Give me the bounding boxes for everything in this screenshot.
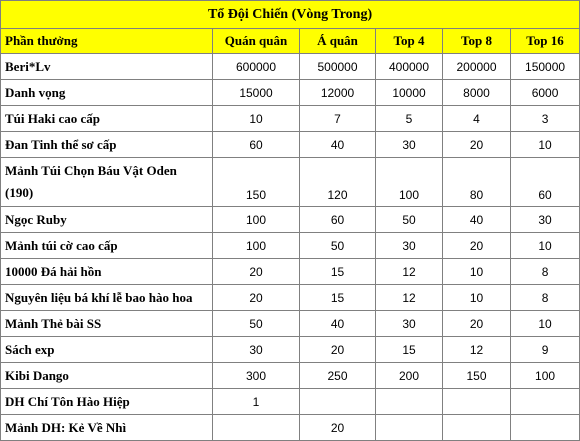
reward-value: 3: [511, 106, 580, 132]
header-runner-up: Á quân: [300, 29, 376, 54]
reward-value: 20: [300, 337, 376, 363]
reward-value: 40: [300, 311, 376, 337]
reward-name: Nguyên liệu bá khí lễ bao hào hoa: [1, 285, 213, 311]
reward-value: 10000: [376, 80, 443, 106]
table-row: [1, 389, 580, 415]
table-row: [1, 158, 580, 207]
reward-value: 60: [511, 158, 580, 207]
table-row: [1, 54, 580, 80]
reward-value: 60: [300, 207, 376, 233]
reward-value: 12: [376, 285, 443, 311]
reward-value: 8: [511, 285, 580, 311]
reward-value: 40: [300, 132, 376, 158]
reward-value: [213, 415, 300, 441]
table-row: [1, 415, 580, 441]
table-row: [1, 337, 580, 363]
reward-value: 20: [443, 311, 511, 337]
reward-name: Đan Tinh thể sơ cấp: [1, 132, 213, 158]
reward-value: 150000: [511, 54, 580, 80]
reward-name: Mảnh Túi Chọn Báu Vật Oden (190): [1, 158, 213, 207]
reward-value: 250: [300, 363, 376, 389]
reward-value: 20: [213, 259, 300, 285]
reward-name: Túi Haki cao cấp: [1, 106, 213, 132]
reward-value: [511, 415, 580, 441]
reward-value: 50: [213, 311, 300, 337]
reward-value: 9: [511, 337, 580, 363]
reward-value: 30: [376, 233, 443, 259]
reward-value: 200: [376, 363, 443, 389]
table-title: Tổ Đội Chiến (Vòng Trong): [1, 1, 580, 29]
table-row: [1, 259, 580, 285]
reward-value: [511, 389, 580, 415]
reward-name: Mảnh túi cờ cao cấp: [1, 233, 213, 259]
reward-value: [376, 415, 443, 441]
reward-value: [443, 389, 511, 415]
reward-value: 12: [443, 337, 511, 363]
reward-value: 15: [300, 259, 376, 285]
reward-value: 10: [443, 285, 511, 311]
header-top-16: Top 16: [511, 29, 580, 54]
reward-value: 100: [511, 363, 580, 389]
reward-value: 150: [443, 363, 511, 389]
reward-value: 15: [376, 337, 443, 363]
reward-value: 10: [511, 132, 580, 158]
reward-value: 20: [300, 415, 376, 441]
reward-value: [443, 415, 511, 441]
reward-value: 5: [376, 106, 443, 132]
table-row: [1, 233, 580, 259]
header-top-4: Top 4: [376, 29, 443, 54]
reward-value: 150: [213, 158, 300, 207]
reward-value: 400000: [376, 54, 443, 80]
header-top-8: Top 8: [443, 29, 511, 54]
reward-value: 12: [376, 259, 443, 285]
reward-value: 120: [300, 158, 376, 207]
reward-value: 10: [511, 311, 580, 337]
reward-value: 200000: [443, 54, 511, 80]
reward-value: 50: [376, 207, 443, 233]
table-row: [1, 285, 580, 311]
reward-value: 500000: [300, 54, 376, 80]
table-row: [1, 106, 580, 132]
header-champion: Quán quân: [213, 29, 300, 54]
reward-name: Mảnh DH: Kẻ Về Nhì: [1, 415, 213, 441]
reward-name: 10000 Đá hải hồn: [1, 259, 213, 285]
reward-name: Sách exp: [1, 337, 213, 363]
reward-name: Ngọc Ruby: [1, 207, 213, 233]
reward-value: 15: [300, 285, 376, 311]
reward-value: 100: [376, 158, 443, 207]
reward-value: 15000: [213, 80, 300, 106]
reward-value: 8000: [443, 80, 511, 106]
reward-value: 300: [213, 363, 300, 389]
reward-name: Kibi Dango: [1, 363, 213, 389]
reward-value: 80: [443, 158, 511, 207]
reward-name: Mảnh Thẻ bài SS: [1, 311, 213, 337]
reward-value: 100: [213, 233, 300, 259]
reward-value: 600000: [213, 54, 300, 80]
reward-value: 10: [443, 259, 511, 285]
reward-value: 50: [300, 233, 376, 259]
reward-value: 100: [213, 207, 300, 233]
table-row: [1, 80, 580, 106]
table-row: [1, 132, 580, 158]
reward-value: 60: [213, 132, 300, 158]
reward-name: DH Chí Tôn Hào Hiệp: [1, 389, 213, 415]
reward-value: 10: [213, 106, 300, 132]
reward-value: 4: [443, 106, 511, 132]
reward-value: 30: [376, 311, 443, 337]
table-row: [1, 363, 580, 389]
header-reward: Phần thưởng: [1, 29, 213, 54]
reward-value: 20: [443, 132, 511, 158]
title-row: [1, 1, 580, 29]
reward-value: [300, 389, 376, 415]
reward-value: 8: [511, 259, 580, 285]
reward-value: 12000: [300, 80, 376, 106]
reward-value: 6000: [511, 80, 580, 106]
table-row: [1, 207, 580, 233]
reward-value: 30: [511, 207, 580, 233]
reward-value: 10: [511, 233, 580, 259]
table-row: [1, 311, 580, 337]
reward-value: 20: [213, 285, 300, 311]
reward-value: [376, 389, 443, 415]
reward-name: Beri*Lv: [1, 54, 213, 80]
reward-value: 7: [300, 106, 376, 132]
reward-value: 30: [376, 132, 443, 158]
reward-value: 40: [443, 207, 511, 233]
reward-name: Danh vọng: [1, 80, 213, 106]
reward-value: 20: [443, 233, 511, 259]
reward-value: 30: [213, 337, 300, 363]
reward-value: 1: [213, 389, 300, 415]
header-row: [1, 29, 580, 54]
